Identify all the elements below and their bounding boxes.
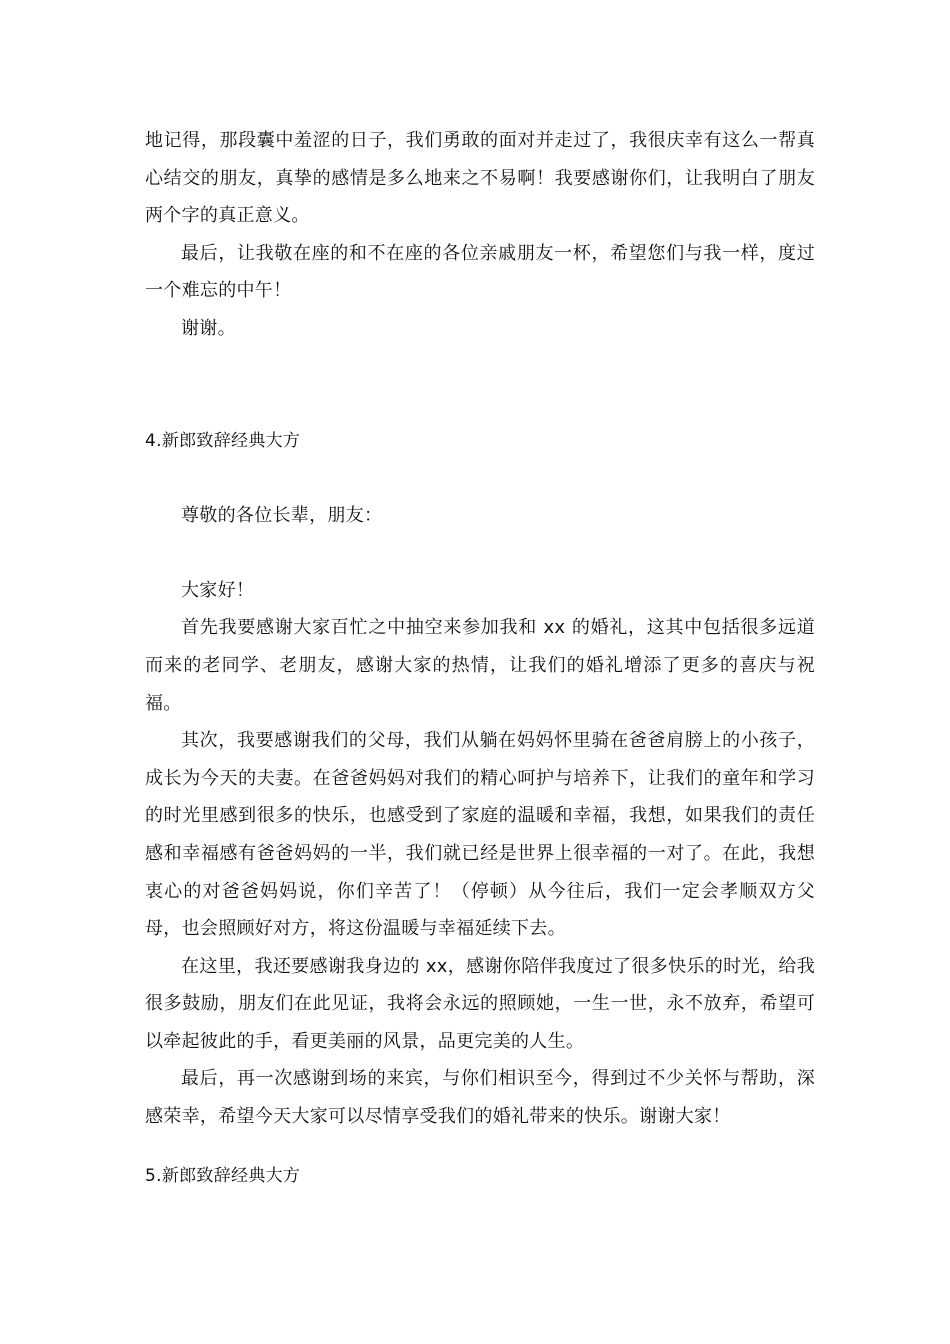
paragraph: 最后，让我敬在座的和不在座的各位亲戚朋友一杯，希望您们与我一样，度过一个难忘的中午！	[145, 242, 815, 302]
paragraph: 谢谢。	[181, 317, 236, 339]
paragraph: 最后，再一次感谢到场的来宾，与你们相识至今，得到过不少关怀与帮助，深感荣幸，希望今天大家可以尽情享受我们的婚礼带来的快乐。谢谢大家！	[145, 1068, 815, 1128]
salutation: 尊敬的各位长辈，朋友：	[181, 505, 383, 527]
greeting: 大家好！	[181, 579, 255, 601]
paragraph: 首先我要感谢大家百忙之中抽空来参加我和 xx 的婚礼，这其中包括很多远道而来的老同学、老朋友，感谢大家的热情，让我们的婚礼增添了更多的喜庆与祝福。	[145, 617, 815, 714]
paragraph: 其次，我要感谢我们的父母，我们从躺在妈妈怀里骑在爸爸肩膀上的小孩子，成长为今天的夫妻。在爸爸妈妈对我们的精心呵护与培养下，让我们的童年和学习的时光里感到很多的快乐，也感受到了家庭的温暖和幸福，我想，如果我们的责任感和幸福感有爸爸妈妈的一半，我们就已经是世界上很幸福的一对了。在此，我想衷心的对爸爸妈妈说，你们辛苦了！（停顿）从今往后，我们一定会孝顺双方父母，也会照顾好对方，将这份温暖与幸福延续下去。	[145, 730, 815, 940]
document-body	[145, 122, 815, 1195]
paragraph: 在这里，我还要感谢我身边的 xx，感谢你陪伴我度过了很多快乐的时光，给我很多鼓励，朋友们在此见证，我将会永远的照顾她，一生一世，永不放弃，希望可以牵起彼此的手，看更美丽的风景，品更完美的人生。	[145, 955, 815, 1052]
section-heading: 4.新郎致辞经典大方	[145, 430, 301, 451]
section-heading: 5.新郎致辞经典大方	[145, 1165, 301, 1186]
paragraph: 地记得，那段囊中羞涩的日子，我们勇敢的面对并走过了，我很庆幸有这么一帮真心结交的朋友，真挚的感情是多么地来之不易啊！我要感谢你们，让我明白了朋友两个字的真正意义。	[145, 130, 815, 227]
